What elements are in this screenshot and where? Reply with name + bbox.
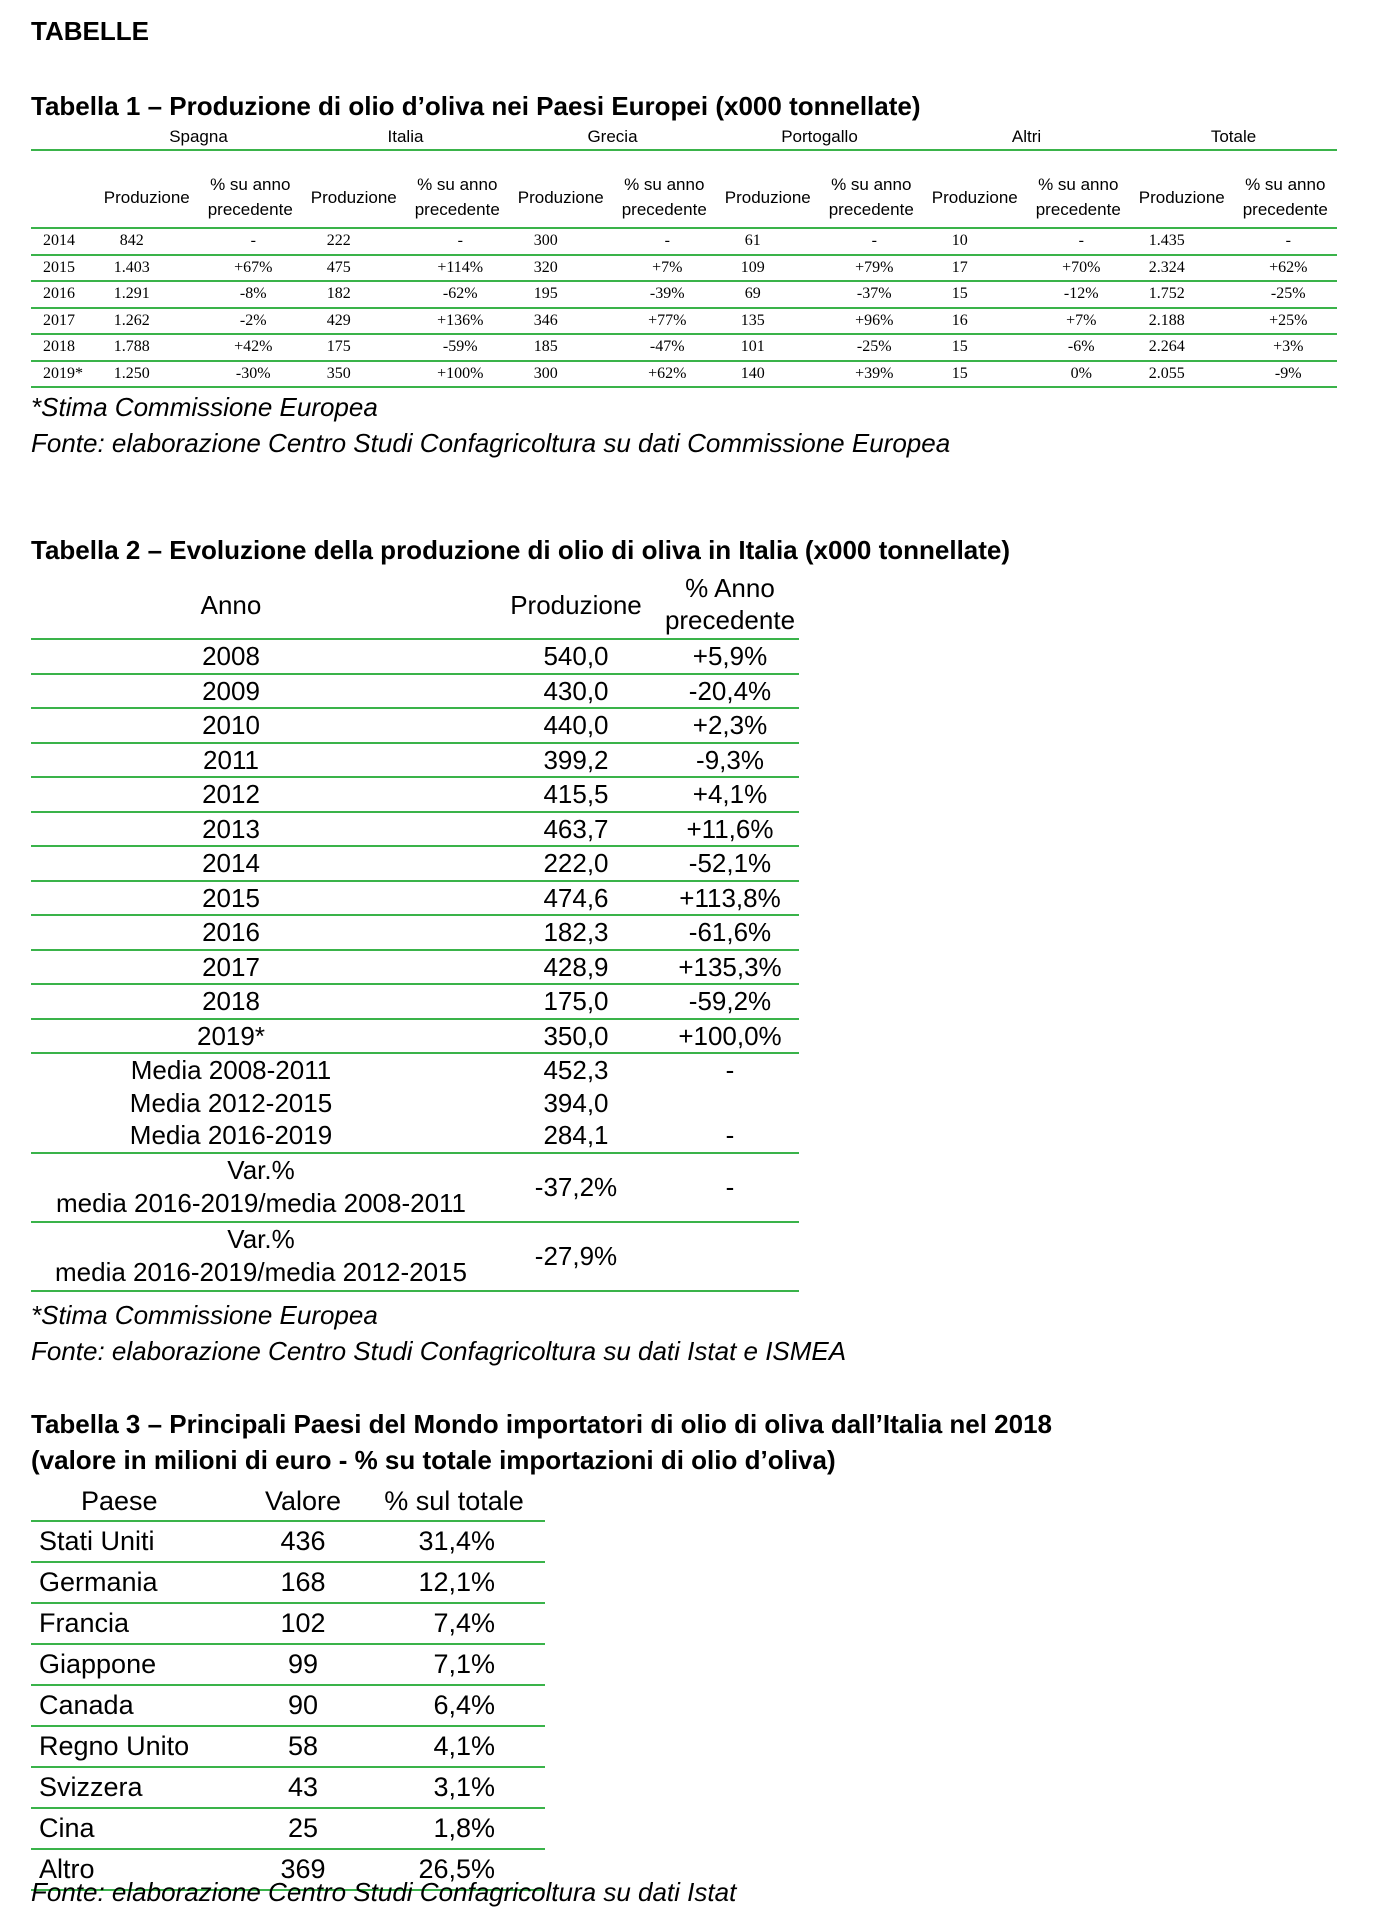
table1-value-cell: +114% — [437, 258, 484, 276]
table3-paese-cell: Cina — [39, 1813, 95, 1843]
table2-anno-cell: Media 2016-2019 — [129, 1120, 333, 1150]
table-row — [31, 362, 1337, 389]
table-row — [31, 1522, 545, 1563]
table2-prod-cell: 415,5 — [543, 779, 609, 809]
table2-var-label — [31, 1223, 491, 1290]
table-row — [31, 1119, 799, 1154]
table1-value-cell: 17 — [951, 258, 968, 276]
table1-value-cell: 1.291 — [113, 285, 150, 302]
table2-title: Tabella 2 – Evoluzione della produzione di olio di oliva in Italia (x000 tonnellate) — [31, 535, 1011, 565]
table1-note: *Stima Commissione Europea — [31, 392, 378, 422]
table-row — [31, 640, 799, 675]
table2-var-line1: Var.% — [227, 1154, 295, 1185]
table1-value-cell: 15 — [951, 364, 968, 382]
table1-value-cell: +7% — [652, 258, 683, 276]
table-row — [31, 1154, 799, 1223]
table3-title-line2: (valore in milioni di euro - % su totale importazioni di olio d’oliva) — [31, 1445, 836, 1475]
table-row — [31, 1563, 545, 1604]
table1-value-cell: 140 — [740, 364, 765, 382]
table3-valore-cell: 25 — [287, 1813, 319, 1843]
table1-col-pct-line1: % su anno — [210, 175, 291, 194]
table2-var-pct — [661, 1223, 799, 1290]
table3-paese-cell: Giappone — [39, 1649, 157, 1679]
table3-pct-cell: 3,1% — [433, 1772, 495, 1802]
table2-anno-cell: 2014 — [202, 848, 260, 878]
table2-var-prod: -27,9% — [534, 1240, 618, 1271]
table2-prod-cell: 428,9 — [543, 951, 609, 982]
table1-group-totale: Totale — [1210, 127, 1257, 146]
table1-group-header — [31, 125, 1337, 151]
table2 — [31, 572, 799, 1292]
table1-value-cell: 2.188 — [1148, 311, 1185, 329]
table2-var-line1: Var.% — [227, 1223, 295, 1254]
table1-group-spagna: Spagna — [169, 127, 228, 146]
table1-value-cell: 1.262 — [113, 311, 150, 329]
table1-year-cell: 2019* — [43, 364, 83, 382]
table1-value-cell: +77% — [648, 311, 687, 329]
table1-value-cell: 185 — [533, 338, 558, 355]
table-row — [31, 1604, 545, 1645]
table3-paese-cell: Stati Uniti — [39, 1526, 155, 1556]
table1-value-cell: 175 — [326, 338, 351, 355]
table1-value-cell: 15 — [951, 338, 968, 355]
table1-value-cell: 1.403 — [113, 258, 150, 276]
table1-value-cell: -39% — [649, 285, 685, 302]
table2-anno-cell: 2017 — [202, 951, 260, 982]
table1-col-pct — [820, 151, 924, 227]
table1-value-cell: 350 — [326, 364, 351, 382]
table1-col-pct-line1: % su anno — [417, 175, 498, 194]
table-row — [31, 951, 799, 986]
table3-pct-cell: 26,5% — [418, 1854, 495, 1884]
table1-year-cell: 2016 — [43, 285, 75, 302]
table2-anno-cell: 2009 — [202, 675, 260, 706]
table3-pct-cell: 1,8% — [433, 1813, 495, 1843]
table1-value-cell: 300 — [533, 232, 558, 249]
table3-valore-cell: 168 — [280, 1567, 326, 1597]
table1-value-cell: +62% — [1269, 258, 1308, 276]
table3-paese-cell: Altro — [39, 1854, 95, 1884]
table2-source: Fonte: elaborazione Centro Studi Confagricoltura su dati Istat e ISMEA — [31, 1336, 847, 1366]
table3-pct-cell: 7,1% — [433, 1649, 495, 1679]
table1-value-cell: -9% — [1274, 364, 1302, 382]
table-row — [31, 1809, 545, 1850]
table3-valore-cell: 102 — [280, 1608, 326, 1638]
table2-pct-cell: - — [725, 1120, 735, 1150]
table-row — [31, 256, 1337, 283]
table-row — [31, 335, 1337, 362]
table2-pct-cell — [661, 1087, 799, 1120]
table1-value-cell: +25% — [1269, 311, 1308, 329]
table1-group-altri: Altri — [1011, 127, 1042, 146]
table2-anno-cell: 2013 — [202, 813, 260, 844]
table-row — [31, 1054, 799, 1087]
table2-var-line2: media 2016-2019/media 2012-2015 — [55, 1256, 467, 1287]
table1-col-pct-line1: % su anno — [831, 175, 912, 194]
table2-prod-cell: 463,7 — [543, 813, 609, 844]
table1-column-header — [31, 151, 1337, 229]
table2-prod-cell: 284,1 — [543, 1120, 609, 1150]
table1-col-pct-line2: precedente — [414, 200, 500, 219]
table1-value-cell: - — [1078, 232, 1084, 249]
table1-value-cell: 1.788 — [113, 338, 150, 355]
table2-col-pct — [661, 572, 799, 638]
table1-value-cell: 195 — [533, 285, 558, 302]
table-row — [31, 916, 799, 951]
table1-col-pct — [406, 151, 510, 227]
table2-anno-cell: 2008 — [202, 641, 260, 671]
table1-value-cell: +42% — [234, 338, 273, 355]
table3-source: Fonte: elaborazione Centro Studi Confagricoltura su dati Istat — [31, 1877, 737, 1907]
table1-value-cell: +70% — [1062, 258, 1101, 276]
table2-anno-cell: 2018 — [202, 986, 260, 1016]
table3-col-paese: Paese — [81, 1486, 158, 1516]
table3-valore-cell: 99 — [287, 1649, 319, 1679]
table2-pct-cell: +11,6% — [686, 813, 774, 844]
table1-value-cell: 135 — [740, 311, 765, 329]
table1-value-cell: 300 — [533, 364, 558, 382]
table-row — [31, 1768, 545, 1809]
table-row — [31, 229, 1337, 256]
table1-col-pct — [199, 151, 303, 227]
table1-col-pct-line2: precedente — [621, 200, 707, 219]
table1-value-cell: 320 — [533, 258, 558, 276]
table1-value-cell: +7% — [1066, 311, 1097, 329]
table2-col-anno: Anno — [200, 590, 262, 620]
table3-pct-cell: 12,1% — [418, 1567, 495, 1597]
table1-value-cell: +100% — [437, 364, 484, 382]
table1-group-grecia: Grecia — [587, 127, 638, 146]
table3-header — [31, 1482, 545, 1522]
table2-note: *Stima Commissione Europea — [31, 1300, 378, 1330]
table2-prod-cell: 175,0 — [543, 986, 609, 1016]
table1-value-cell: +136% — [437, 311, 484, 329]
table3-paese-cell: Regno Unito — [39, 1731, 190, 1761]
table1-value-cell: -59% — [442, 338, 478, 355]
table2-anno-cell: 2011 — [203, 744, 259, 775]
table1-value-cell: -2% — [239, 311, 267, 329]
table1-value-cell: - — [457, 232, 463, 249]
table1-col-pct-line2: precedente — [828, 200, 914, 219]
table1-col-pct-line1: % su anno — [624, 175, 705, 194]
table2-anno-cell: 2016 — [202, 917, 260, 947]
table2-prod-cell: 430,0 — [543, 675, 609, 706]
table-row — [31, 813, 799, 848]
table1-value-cell: +39% — [855, 364, 894, 382]
table-row — [31, 309, 1337, 336]
table1-value-cell: -6% — [1067, 338, 1095, 355]
table2-var-pct: - — [725, 1171, 735, 1202]
table3-pct-cell: 6,4% — [433, 1690, 495, 1720]
table2-pct-cell: -59,2% — [688, 986, 772, 1016]
table2-pct-cell: +100,0% — [678, 1020, 782, 1051]
table2-header — [31, 572, 799, 640]
table3-col-pct: % sul totale — [384, 1486, 524, 1516]
table2-var-prod: -37,2% — [534, 1171, 618, 1202]
table1-value-cell: 1.752 — [1148, 285, 1185, 302]
table-row — [31, 985, 799, 1020]
table2-prod-cell: 452,3 — [543, 1055, 609, 1085]
table2-prod-cell: 399,2 — [543, 744, 609, 775]
table2-prod-cell: 440,0 — [543, 710, 609, 740]
table-row — [31, 1087, 799, 1120]
table-row — [31, 1727, 545, 1768]
table1-value-cell: 15 — [951, 285, 968, 302]
table3-pct-cell: 31,4% — [418, 1526, 495, 1556]
table-row — [31, 282, 1337, 309]
table3-paese-cell: Germania — [39, 1567, 158, 1597]
table2-pct-cell: +2,3% — [692, 710, 768, 740]
table2-anno-cell: 2012 — [202, 779, 260, 809]
table1-group-portogallo: Portogallo — [781, 127, 858, 146]
table3-valore-cell: 58 — [287, 1731, 319, 1761]
table-row — [31, 1686, 545, 1727]
table1-value-cell: +79% — [855, 258, 894, 276]
table1-value-cell: 429 — [326, 311, 351, 329]
table1-value-cell: 2.264 — [1148, 338, 1185, 355]
table3-valore-cell: 90 — [287, 1690, 319, 1720]
table1-value-cell: -30% — [235, 364, 271, 382]
table-row — [31, 778, 799, 813]
table1-value-cell: 222 — [326, 232, 351, 249]
table2-col-produzione: Produzione — [510, 590, 642, 620]
table-row — [31, 1020, 799, 1055]
table1-value-cell: - — [871, 232, 877, 249]
table1-value-cell: 109 — [740, 258, 765, 276]
table1-value-cell: 2.324 — [1148, 258, 1185, 276]
table1-title: Tabella 1 – Produzione di olio d’oliva nei Paesi Europei (x000 tonnellate) — [31, 91, 921, 121]
table1-value-cell: 61 — [744, 232, 761, 249]
table1 — [31, 125, 1337, 388]
table3-paese-cell: Canada — [39, 1690, 134, 1720]
table-row — [31, 847, 799, 882]
table1-year-cell: 2014 — [43, 232, 75, 249]
table1-year-cell: 2015 — [43, 258, 75, 276]
table2-anno-cell: 2010 — [202, 710, 260, 740]
table1-value-cell: 16 — [951, 311, 968, 329]
table3-col-valore: Valore — [264, 1486, 342, 1516]
table2-pct-cell: +4,1% — [692, 779, 768, 809]
table3-paese-cell: Francia — [39, 1608, 130, 1638]
table2-prod-cell: 222,0 — [543, 848, 609, 878]
table1-value-cell: -8% — [239, 285, 267, 302]
table2-var-line2: media 2016-2019/media 2008-2011 — [55, 1187, 467, 1218]
table1-value-cell: 842 — [119, 232, 144, 249]
table-row — [31, 675, 799, 710]
table3-valore-cell: 369 — [280, 1854, 326, 1884]
table1-value-cell: -25% — [1270, 285, 1306, 302]
table1-header-year-col — [31, 151, 95, 227]
table2-col-pct-line1: % Anno — [685, 573, 775, 603]
table2-pct-cell: -52,1% — [688, 848, 772, 878]
table1-value-cell: 0% — [1070, 364, 1092, 382]
table-row — [31, 882, 799, 917]
table2-pct-cell: +135,3% — [678, 951, 782, 982]
table1-col-pct-line2: precedente — [207, 200, 293, 219]
table1-value-cell: 475 — [326, 258, 351, 276]
table1-value-cell: +96% — [855, 311, 894, 329]
table2-pct-cell: -20,4% — [688, 675, 772, 706]
table2-prod-cell: 182,3 — [543, 917, 609, 947]
table2-prod-cell: 350,0 — [543, 1020, 609, 1051]
table1-value-cell: 69 — [744, 285, 761, 302]
table1-value-cell: -37% — [856, 285, 892, 302]
table3-valore-cell: 43 — [287, 1772, 319, 1802]
table3-valore-cell: 436 — [280, 1526, 326, 1556]
table1-col-pct-line1: % su anno — [1245, 175, 1326, 194]
table2-prod-cell: 394,0 — [543, 1087, 609, 1118]
table1-col-pct-line2: precedente — [1242, 200, 1328, 219]
table1-year-cell: 2018 — [43, 338, 75, 355]
table3-pct-cell: 4,1% — [433, 1731, 495, 1761]
table2-anno-cell: Media 2008-2011 — [130, 1055, 332, 1085]
table2-anno-cell: 2019* — [197, 1020, 265, 1051]
table1-value-cell: 101 — [740, 338, 765, 355]
table1-col-pct — [1027, 151, 1131, 227]
table1-col-produzione: Produzione — [517, 187, 604, 207]
table-row — [31, 1645, 545, 1686]
table1-value-cell: - — [1285, 232, 1291, 249]
table2-prod-cell: 474,6 — [543, 882, 609, 913]
table2-col-pct-line2: precedente — [664, 605, 796, 635]
table1-col-produzione: Produzione — [103, 187, 190, 207]
table2-pct-cell: +113,8% — [679, 882, 781, 913]
table1-col-produzione: Produzione — [931, 187, 1018, 207]
table1-col-produzione: Produzione — [310, 187, 397, 207]
table-row — [31, 709, 799, 744]
table1-group-italia: Italia — [387, 127, 424, 146]
table1-value-cell: 10 — [951, 232, 968, 249]
table1-value-cell: +67% — [234, 258, 273, 276]
table1-value-cell: -12% — [1063, 285, 1099, 302]
table2-anno-cell: 2015 — [202, 882, 260, 913]
table1-year-cell: 2017 — [43, 311, 75, 329]
table1-source: Fonte: elaborazione Centro Studi Confagricoltura su dati Commissione Europea — [31, 428, 951, 458]
table2-pct-cell: -9,3% — [696, 744, 764, 775]
table2-pct-cell: - — [725, 1055, 735, 1085]
table2-var-label — [31, 1154, 491, 1221]
table2-pct-cell: +5,9% — [692, 641, 768, 671]
table1-col-pct — [613, 151, 717, 227]
table3-pct-cell: 7,4% — [433, 1608, 495, 1638]
table2-pct-cell: -61,6% — [688, 917, 772, 947]
table1-value-cell: - — [664, 232, 670, 249]
table1-col-pct-line2: precedente — [1035, 200, 1121, 219]
table1-value-cell: +62% — [648, 364, 687, 382]
table1-value-cell: -47% — [649, 338, 685, 355]
table1-value-cell: -25% — [856, 338, 892, 355]
table1-value-cell: - — [250, 232, 256, 249]
table-row — [31, 1223, 799, 1292]
table3-title-line1: Tabella 3 – Principali Paesi del Mondo importatori di olio di oliva dall’Italia nel 2018 — [31, 1409, 1053, 1439]
table3 — [31, 1482, 545, 1891]
table1-value-cell: 1.435 — [1148, 232, 1185, 249]
table1-col-produzione: Produzione — [1138, 187, 1225, 207]
table-row — [31, 744, 799, 779]
table2-prod-cell: 540,0 — [543, 641, 609, 671]
table1-col-pct — [1234, 151, 1338, 227]
table2-anno-cell: Media 2012-2015 — [129, 1087, 333, 1118]
table1-value-cell: 2.055 — [1148, 364, 1185, 382]
page-heading: TABELLE — [31, 16, 149, 46]
table1-col-pct-line1: % su anno — [1038, 175, 1119, 194]
table3-paese-cell: Svizzera — [39, 1772, 143, 1802]
table1-value-cell: +3% — [1273, 338, 1304, 355]
table1-value-cell: 1.250 — [113, 364, 150, 382]
table1-value-cell: 182 — [326, 285, 351, 302]
table1-value-cell: 346 — [533, 311, 558, 329]
table1-col-produzione: Produzione — [724, 187, 811, 207]
table1-value-cell: -62% — [442, 285, 478, 302]
